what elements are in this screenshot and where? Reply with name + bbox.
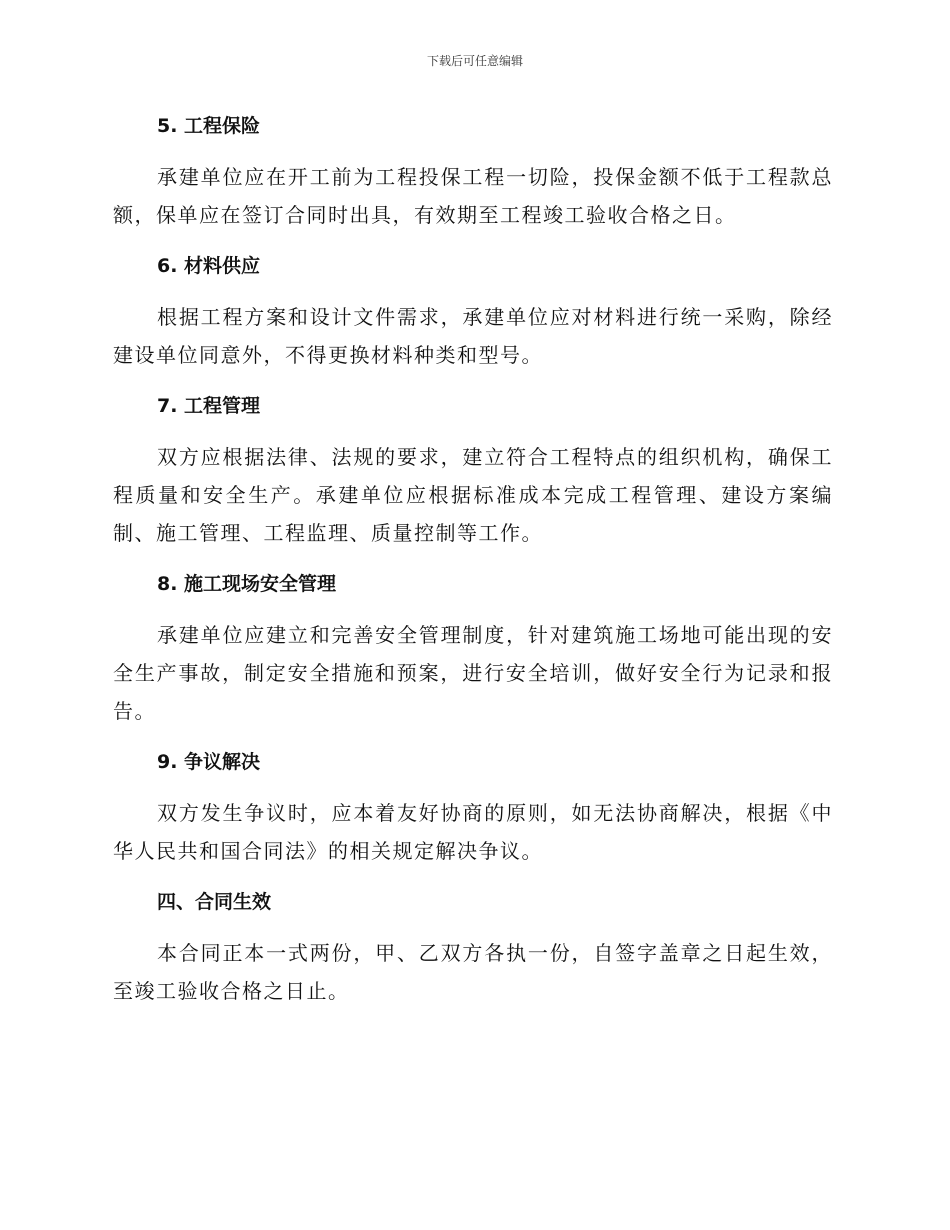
section-contract-effectiveness [113, 888, 833, 1010]
section-body: 双方发生争议时，应本着友好协商的原则，如无法协商解决，根据《中华人民共和国合同法》的相关规定解决争议。 [113, 801, 833, 863]
section-heading: 7. 工程管理 [157, 395, 261, 417]
section-material-supply [113, 252, 833, 374]
section-body: 本合同正本一式两份，甲、乙双方各执一份，自签字盖章之日起生效，至竣工验收合格之日止。 [113, 941, 833, 1003]
section-heading: 9. 争议解决 [157, 751, 261, 773]
section-heading: 6. 材料供应 [157, 255, 261, 277]
section-body: 承建单位应在开工前为工程投保工程一切险，投保金额不低于工程款总额，保单应在签订合同时出具，有效期至工程竣工验收合格之日。 [113, 165, 833, 227]
document-content [113, 112, 833, 1028]
section-heading: 8. 施工现场安全管理 [157, 573, 337, 595]
section-body: 承建单位应建立和完善安全管理制度，针对建筑施工场地可能出现的安全生产事故，制定安全措施和预案，进行安全培训，做好安全行为记录和报告。 [113, 623, 833, 723]
section-heading: 四、合同生效 [157, 891, 272, 913]
section-engineering-insurance [113, 112, 833, 234]
page-header: 下载后可任意编辑 [426, 54, 523, 68]
section-project-management [113, 392, 833, 552]
section-body: 根据工程方案和设计文件需求，承建单位应对材料进行统一采购，除经建设单位同意外，不得更换材料种类和型号。 [113, 305, 833, 367]
section-dispute-resolution [113, 748, 833, 870]
section-heading: 5. 工程保险 [157, 115, 261, 137]
section-body: 双方应根据法律、法规的要求，建立符合工程特点的组织机构，确保工程质量和安全生产。承建单位应根据标准成本完成工程管理、建设方案编制、施工管理、工程监理、质量控制等工作。 [113, 445, 833, 545]
section-site-safety-management [113, 570, 833, 730]
